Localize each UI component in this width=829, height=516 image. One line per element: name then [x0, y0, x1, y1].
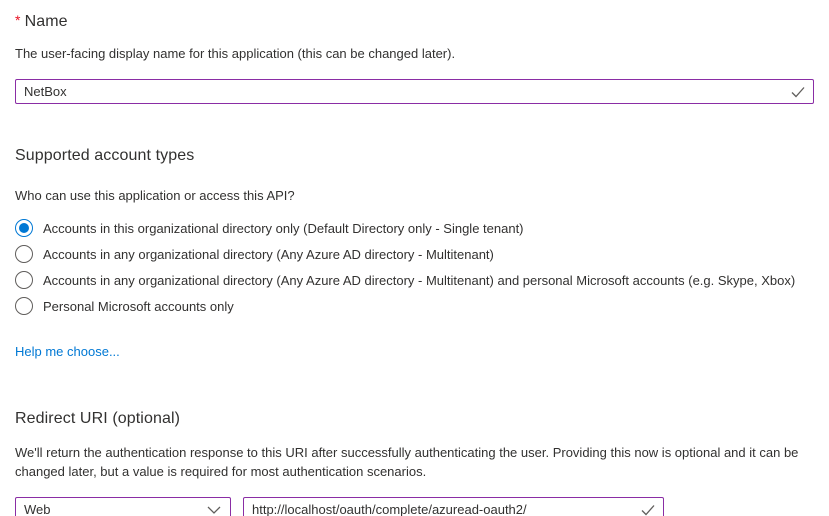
platform-select[interactable] — [15, 497, 231, 516]
name-section-title — [15, 12, 814, 31]
radio-button-icon — [15, 271, 33, 289]
help-me-choose-link[interactable]: Help me choose... — [15, 344, 120, 359]
radio-option-multitenant[interactable] — [15, 241, 814, 267]
platform-select-value: Web — [24, 502, 51, 516]
radio-option-label: Accounts in this organizational directory only (Default Directory only - Single tenant) — [43, 220, 524, 236]
uri-input-wrap — [243, 497, 664, 516]
account-types-title: Supported account types — [15, 147, 195, 164]
account-types-question: Who can use this application or access this API? — [15, 188, 295, 203]
redirect-uri-input[interactable] — [243, 497, 664, 516]
redirect-uri-description: We'll return the authentication response to this URI after successfully authenticating the user. Providing this now is optional and it can be changed later, but a value is required for most authentication scenarios. — [15, 445, 799, 479]
redirect-uri-row — [15, 497, 814, 516]
radio-button-icon — [15, 245, 33, 263]
required-asterisk: * — [15, 12, 21, 28]
radio-option-multitenant-personal[interactable] — [15, 267, 814, 293]
radio-option-single-tenant[interactable] — [15, 215, 814, 241]
radio-option-personal-only[interactable] — [15, 293, 814, 319]
chevron-down-icon — [207, 505, 221, 514]
redirect-uri-title: Redirect URI (optional) — [15, 410, 181, 427]
account-type-radio-group — [15, 215, 814, 319]
radio-button-icon — [15, 297, 33, 315]
radio-option-label: Accounts in any organizational directory (Any Azure AD directory - Multitenant) and personal Microsoft accounts (e.g. Skype, Xbox) — [43, 272, 796, 288]
name-input-wrap — [15, 79, 814, 104]
radio-option-label: Personal Microsoft accounts only — [43, 298, 234, 314]
radio-button-icon — [15, 219, 33, 237]
name-description: The user-facing display name for this application (this can be changed later). — [15, 46, 456, 61]
name-title-text: Name — [24, 13, 68, 30]
name-input[interactable] — [15, 79, 814, 104]
radio-option-label: Accounts in any organizational directory (Any Azure AD directory - Multitenant) — [43, 246, 494, 262]
